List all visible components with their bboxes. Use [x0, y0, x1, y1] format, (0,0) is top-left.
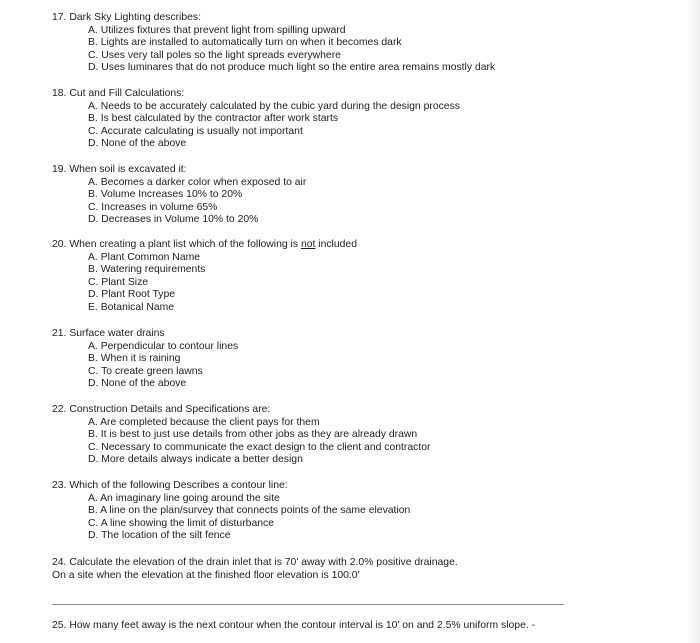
question-23	[52, 480, 410, 543]
option-c: C. Necessary to communicate the exact design to the client and contractor	[88, 441, 431, 453]
question-stem: 22. Construction Details and Specifications are:	[52, 404, 271, 415]
question-22	[52, 404, 431, 467]
stem-text: 20. When creating a plant list which of the following is	[52, 239, 301, 250]
question-stem: 21. Surface water drains	[52, 328, 165, 339]
option-b: B. It is best to just use details from other jobs as they are already drawn	[88, 429, 418, 441]
question-21	[52, 328, 238, 391]
option-a: A. An imaginary line going around the site	[88, 492, 280, 504]
option-c: C. A line showing the limit of disturbance	[88, 517, 274, 529]
option-b: B. Is best calculated by the contractor after work starts	[88, 113, 339, 125]
option-b: B. Watering requirements	[88, 264, 206, 276]
option-b: B. Volume Increases 10% to 20%	[88, 189, 243, 201]
question-19	[52, 164, 306, 227]
option-c: C. To create green lawns	[88, 365, 203, 377]
option-a: A. Needs to be accurately calculated by the cubic yard during the design process	[88, 100, 460, 112]
question-25	[52, 620, 535, 633]
question-stem: 25. How many feet away is the next contour when the contour interval is 10' on and 2.5% uniform slope. -	[52, 620, 536, 631]
option-d: D. None of the above	[88, 138, 187, 150]
option-d: D. Decreases in Volume 10% to 20%	[88, 214, 259, 226]
option-b: B. When it is raining	[88, 353, 181, 365]
option-d: D. None of the above	[88, 378, 187, 390]
option-c: C. Accurate calculating is usually not important	[88, 125, 303, 137]
option-a: A. Perpendicular to contour lines	[88, 340, 239, 352]
question-stem	[52, 239, 357, 252]
option-b: B. Lights are installed to automatically turn on when it becomes dark	[88, 37, 402, 49]
stem-text-end: included	[315, 239, 357, 250]
question-20	[52, 239, 357, 315]
option-a: A. Utilizes fixtures that prevent light from spilling upward	[88, 24, 346, 36]
option-a: A. Plant Common Name	[88, 251, 201, 263]
option-c: C. Uses very tall poles so the light spreads everywhere	[88, 49, 341, 61]
option-c: C. Increases in volume 65%	[88, 201, 218, 213]
question-stem: 17. Dark Sky Lighting describes:	[52, 12, 202, 23]
page-edge-shadow	[686, 0, 700, 643]
option-d: D. Plant Root Type	[88, 289, 176, 301]
stem-emphasis: not	[300, 239, 316, 250]
answer-line	[52, 604, 564, 605]
question-stem: 23. Which of the following Describes a contour line:	[52, 480, 288, 491]
question-stem: 19. When soil is excavated it:	[52, 164, 187, 175]
question-stem-line-2: On a site when the elevation at the finished floor elevation is 100.0'	[52, 569, 360, 581]
question-stem: 18. Cut and Fill Calculations:	[52, 88, 185, 99]
option-a: A. Becomes a darker color when exposed to air	[88, 176, 307, 188]
option-e: E. Botanical Name	[88, 301, 175, 313]
option-c: C. Plant Size	[88, 276, 149, 288]
option-d: D. The location of the silt fence	[88, 530, 231, 542]
question-stem: 24. Calculate the elevation of the drain inlet that is 70' away with 2.0% positive drainage.	[52, 557, 458, 568]
question-18	[52, 88, 460, 151]
option-a: A. Are completed because the client pays for them	[88, 416, 320, 428]
question-24	[52, 557, 458, 582]
option-d: D. Uses luminares that do not produce much light so the entire area remains mostly dark	[88, 62, 496, 74]
question-17	[52, 12, 495, 75]
option-b: B. A line on the plan/survey that connects points of the same elevation	[88, 505, 411, 517]
option-d: D. More details always indicate a better design	[88, 454, 303, 466]
